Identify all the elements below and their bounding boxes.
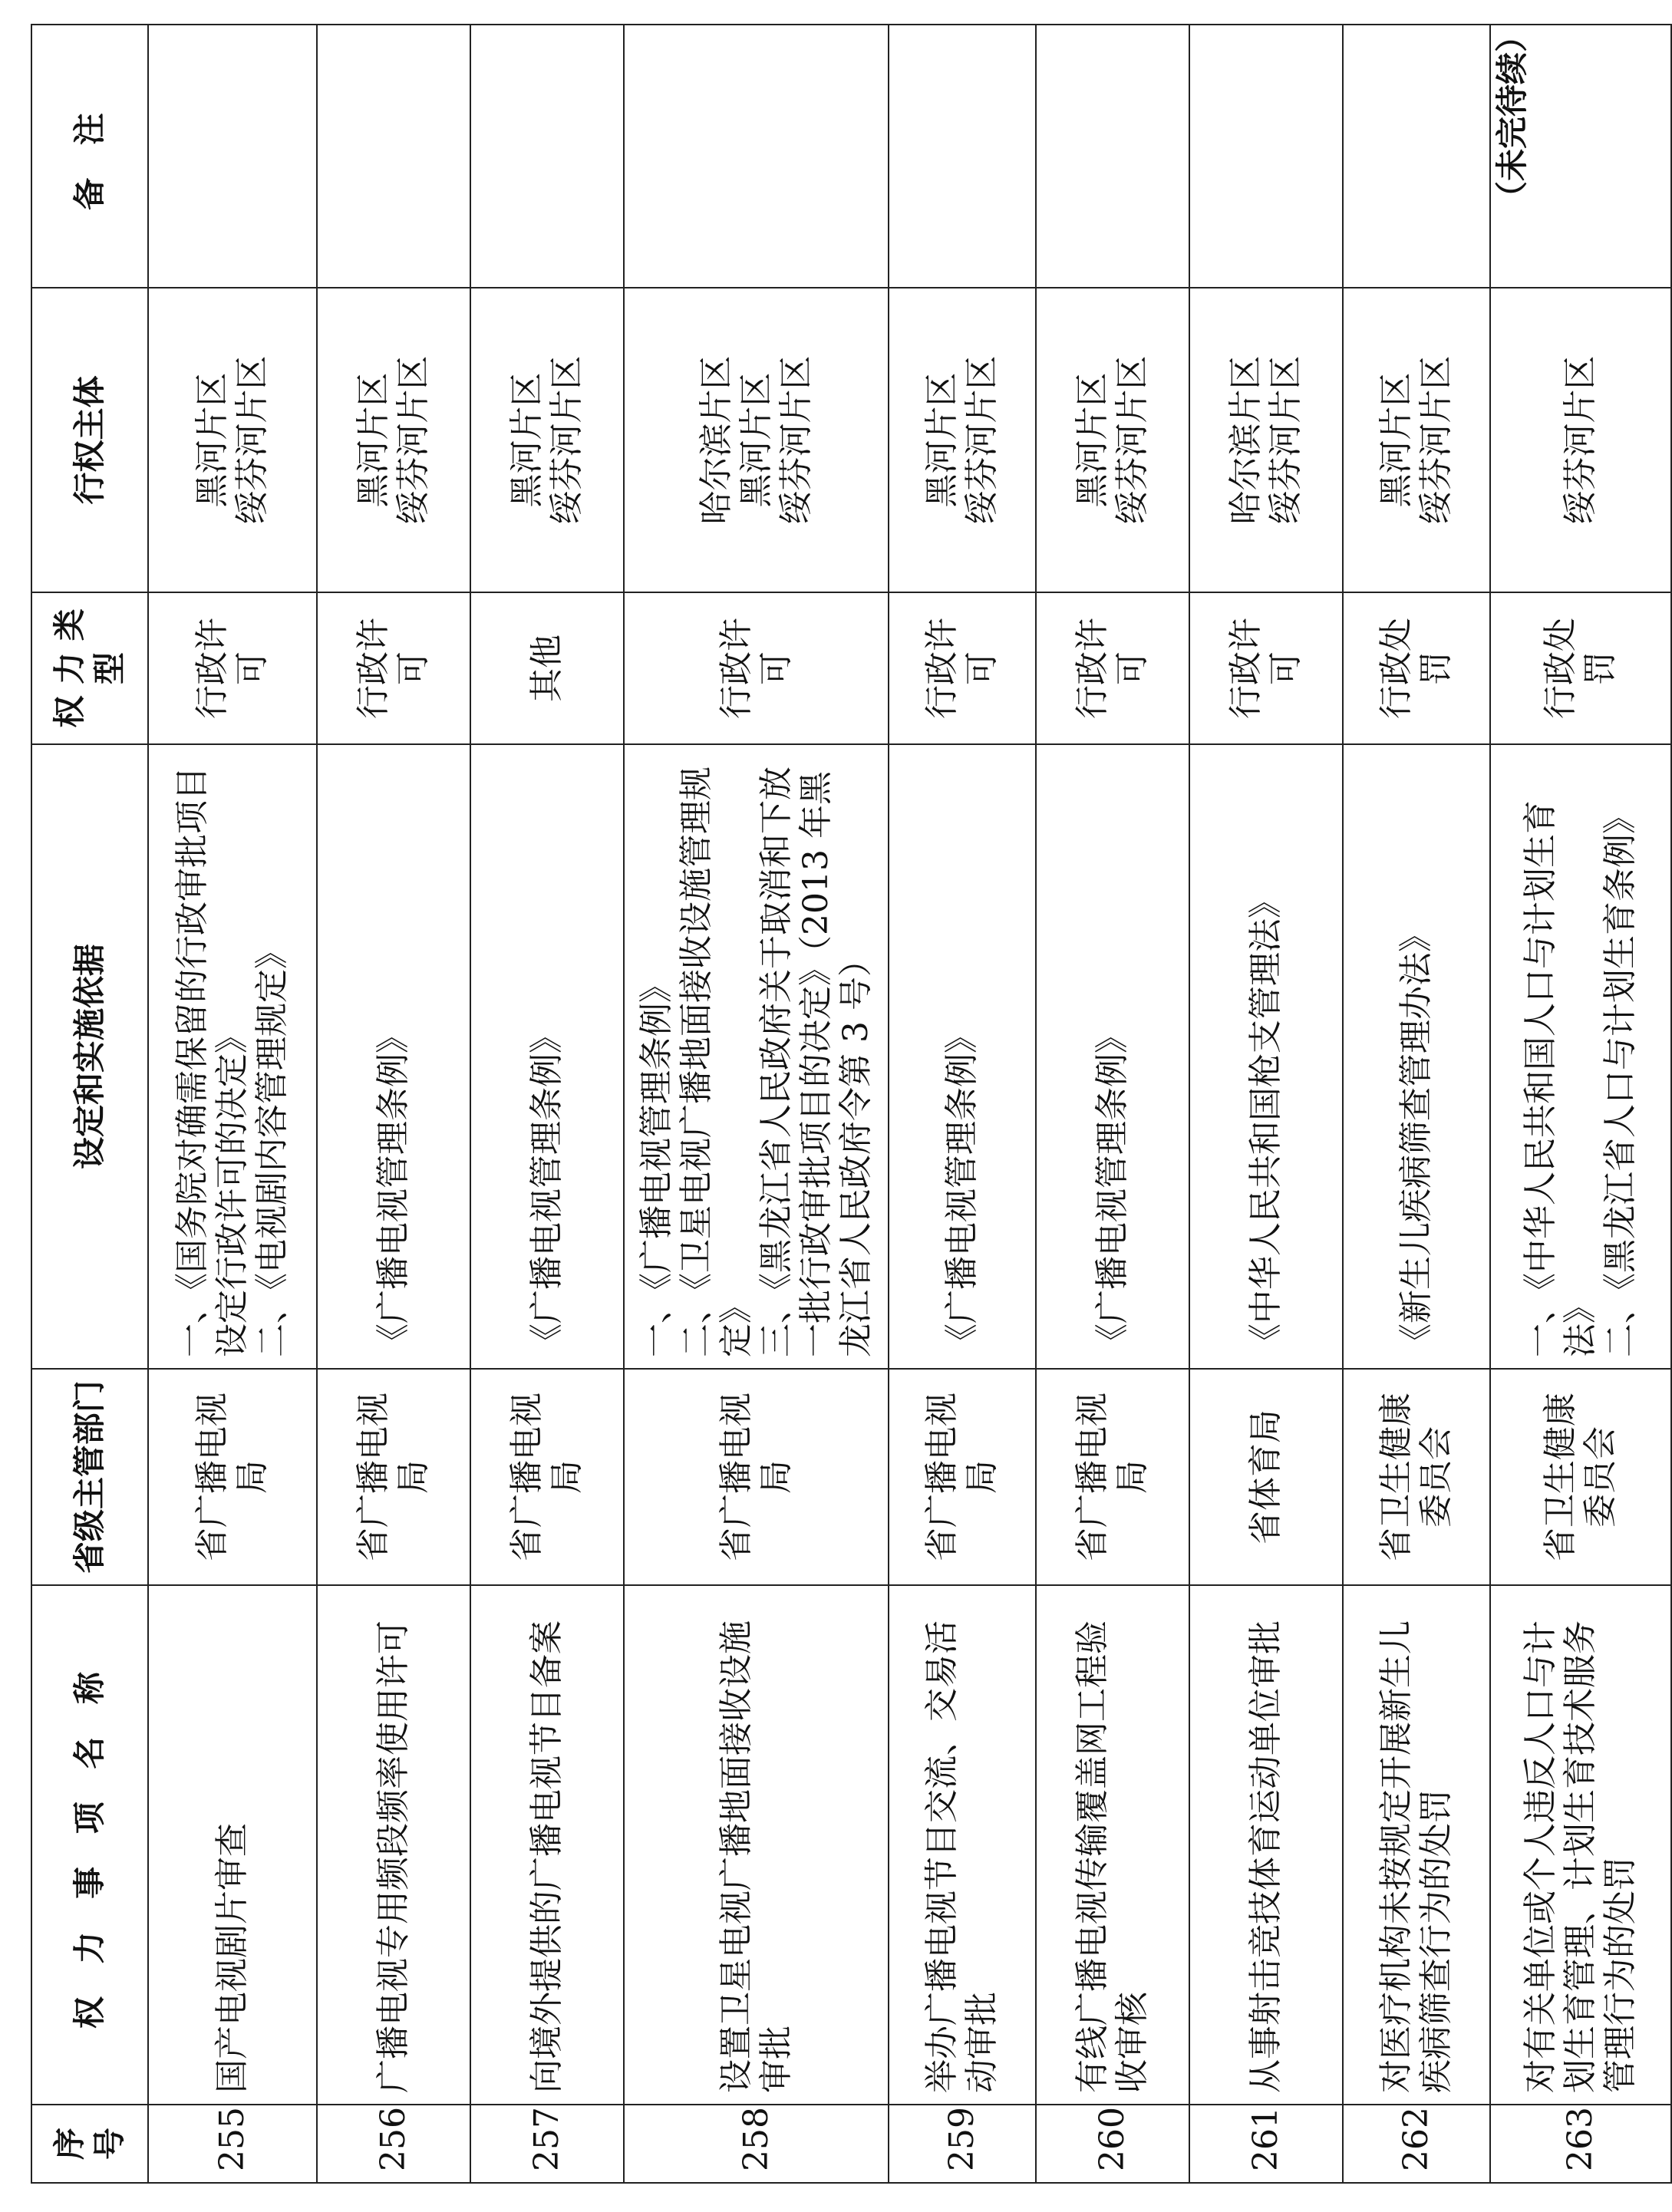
header-subject: 行权主体 bbox=[31, 288, 148, 592]
cell-subject bbox=[317, 288, 470, 592]
cell-name bbox=[1036, 1585, 1189, 2105]
cell-subject-line: 绥芬河片区 bbox=[1266, 355, 1305, 525]
cell-subject bbox=[1343, 288, 1490, 592]
cell-basis-line: 二、《卫星电视广播地面接收设施管理规定》 bbox=[676, 766, 756, 1357]
cell-seq: 262 bbox=[1343, 2105, 1490, 2183]
cell-name-line: 向境外提供的广播电视节目备案 bbox=[527, 1620, 566, 2093]
cell-seq: 263 bbox=[1490, 2105, 1671, 2183]
table-row bbox=[624, 25, 889, 2183]
cell-subject-line: 哈尔滨片区 bbox=[696, 355, 736, 525]
cell-note bbox=[470, 25, 624, 288]
cell-name bbox=[624, 1585, 889, 2105]
cell-seq: 257 bbox=[470, 2105, 624, 2183]
cell-subject-line: 黑河片区 bbox=[1073, 372, 1112, 508]
cell-subject bbox=[1490, 288, 1671, 592]
cell-basis-line: 一、《中华人民共和国人口与计划生育法》 bbox=[1521, 800, 1600, 1357]
cell-basis-line: 《广播电视管理条例》 bbox=[1093, 1020, 1132, 1357]
cell-subject-line: 绥芬河片区 bbox=[547, 355, 586, 525]
table-row bbox=[470, 25, 624, 2183]
table-body bbox=[148, 25, 1671, 2183]
cell-basis-line: 《广播电视管理条例》 bbox=[374, 1020, 413, 1357]
cell-name-line: 从事射击竞技体育运动单位审批 bbox=[1246, 1620, 1285, 2093]
cell-basis-line: 一、《广播电视管理条例》 bbox=[636, 969, 676, 1357]
cell-subject-line: 绥芬河片区 bbox=[776, 355, 816, 525]
cell-name bbox=[470, 1585, 624, 2105]
cell-type: 行政许可 bbox=[148, 592, 317, 744]
cell-seq: 260 bbox=[1036, 2105, 1189, 2183]
cell-basis-line: 三、《黑龙江省人民政府关于取消和下放一批行政审批项目的决定》（2013 年黑龙江省人民政府令第 3 号） bbox=[756, 766, 876, 1357]
cell-note bbox=[317, 25, 470, 288]
cell-basis-line: 《中华人民共和国枪支管理法》 bbox=[1246, 885, 1285, 1357]
cell-seq: 255 bbox=[148, 2105, 317, 2183]
cell-subject bbox=[148, 288, 317, 592]
header-name: 权 力 事 项 名 称 bbox=[31, 1585, 148, 2105]
table-row bbox=[1036, 25, 1189, 2183]
cell-basis-line: 《广播电视管理条例》 bbox=[942, 1020, 981, 1357]
cell-type: 其他 bbox=[470, 592, 624, 744]
cell-subject-line: 黑河片区 bbox=[354, 372, 393, 508]
cell-subject bbox=[1189, 288, 1343, 592]
cell-dept: 省广播电视局 bbox=[148, 1369, 317, 1585]
header-basis: 设定和实施依据 bbox=[31, 744, 148, 1369]
cell-name bbox=[889, 1585, 1036, 2105]
header-type: 权 力 类 型 bbox=[31, 592, 148, 744]
cell-type: 行政许可 bbox=[1036, 592, 1189, 744]
cell-name bbox=[148, 1585, 317, 2105]
table-row bbox=[889, 25, 1036, 2183]
cell-note bbox=[1036, 25, 1189, 288]
cell-dept: 省体育局 bbox=[1189, 1369, 1343, 1585]
cell-type: 行政处罚 bbox=[1343, 592, 1490, 744]
cell-name bbox=[1343, 1585, 1490, 2105]
cell-name-line: 设置卫星电视广播地面接收设施审批 bbox=[716, 1620, 796, 2093]
cell-note bbox=[1189, 25, 1343, 288]
cell-subject-line: 黑河片区 bbox=[736, 372, 776, 508]
cell-basis bbox=[148, 744, 317, 1369]
cell-subject-line: 哈尔滨片区 bbox=[1226, 355, 1265, 525]
cell-basis bbox=[470, 744, 624, 1369]
cell-seq: 261 bbox=[1189, 2105, 1343, 2183]
cell-dept: 省卫生健康委员会 bbox=[1490, 1369, 1671, 1585]
cell-subject-line: 黑河片区 bbox=[507, 372, 546, 508]
cell-subject-line: 黑河片区 bbox=[922, 372, 961, 508]
cell-basis-line: 《广播电视管理条例》 bbox=[527, 1020, 566, 1357]
table-row bbox=[1490, 25, 1671, 2183]
header-seq: 序号 bbox=[31, 2105, 148, 2183]
cell-basis bbox=[1036, 744, 1189, 1369]
cell-name-line: 对医疗机构未按规定开展新生儿疾病筛查行为的处罚 bbox=[1377, 1620, 1456, 2093]
cell-name-line: 广播电视专用频段频率使用许可 bbox=[374, 1620, 413, 2093]
cell-basis bbox=[624, 744, 889, 1369]
cell-basis bbox=[1343, 744, 1490, 1369]
cell-subject-line: 绥芬河片区 bbox=[232, 355, 272, 525]
cell-type: 行政许可 bbox=[1189, 592, 1343, 744]
cell-name-line: 举办广播电视节目交流、交易活动审批 bbox=[922, 1620, 1001, 2093]
cell-seq: 258 bbox=[624, 2105, 889, 2183]
cell-note bbox=[148, 25, 317, 288]
cell-basis bbox=[1189, 744, 1343, 1369]
cell-subject-line: 绥芬河片区 bbox=[394, 355, 433, 525]
cell-subject-line: 绥芬河片区 bbox=[1113, 355, 1152, 525]
cell-subject-line: 黑河片区 bbox=[1377, 372, 1416, 508]
cell-note bbox=[889, 25, 1036, 288]
header-dept: 省级主管部门 bbox=[31, 1369, 148, 1585]
cell-basis bbox=[1490, 744, 1671, 1369]
cell-dept: 省广播电视局 bbox=[889, 1369, 1036, 1585]
table-row bbox=[1189, 25, 1343, 2183]
cell-name-line: 国产电视剧片审查 bbox=[213, 1823, 252, 2093]
cell-subject bbox=[1036, 288, 1189, 592]
table-row bbox=[317, 25, 470, 2183]
cell-seq: 259 bbox=[889, 2105, 1036, 2183]
cell-basis bbox=[317, 744, 470, 1369]
cell-basis-line: 二、《电视剧内容管理规定》 bbox=[252, 935, 292, 1357]
cell-subject-line: 绥芬河片区 bbox=[1561, 355, 1600, 525]
cell-dept: 省广播电视局 bbox=[317, 1369, 470, 1585]
table-row bbox=[1343, 25, 1490, 2183]
cell-basis-line: 二、《黑龙江省人口与计划生育条例》 bbox=[1601, 800, 1640, 1357]
cell-dept: 省广播电视局 bbox=[470, 1369, 624, 1585]
cell-seq: 256 bbox=[317, 2105, 470, 2183]
cell-name bbox=[317, 1585, 470, 2105]
header-row bbox=[31, 25, 148, 2183]
table-row bbox=[148, 25, 317, 2183]
cell-subject bbox=[624, 288, 889, 592]
cell-dept: 省卫生健康委员会 bbox=[1343, 1369, 1490, 1585]
header-note: 备 注 bbox=[31, 25, 148, 288]
cell-note bbox=[624, 25, 889, 288]
cell-type: 行政许可 bbox=[889, 592, 1036, 744]
footnote-continued: （未完待续） bbox=[1493, 19, 1531, 213]
cell-type: 行政许可 bbox=[317, 592, 470, 744]
cell-name bbox=[1189, 1585, 1343, 2105]
cell-subject-line: 黑河片区 bbox=[193, 372, 232, 508]
cell-note bbox=[1343, 25, 1490, 288]
cell-dept: 省广播电视局 bbox=[1036, 1369, 1189, 1585]
cell-subject bbox=[470, 288, 624, 592]
power-list-table bbox=[31, 24, 1672, 2184]
cell-subject-line: 绥芬河片区 bbox=[1416, 355, 1456, 525]
cell-name-line: 有线广播电视传输覆盖网工程验收审核 bbox=[1073, 1620, 1152, 2093]
cell-type: 行政许可 bbox=[624, 592, 889, 744]
cell-subject-line: 绥芬河片区 bbox=[962, 355, 1001, 525]
cell-basis-line: 一、《国务院对确需保留的行政审批项目设定行政许可的决定》 bbox=[173, 766, 252, 1357]
cell-dept: 省广播电视局 bbox=[624, 1369, 889, 1585]
cell-type: 行政处罚 bbox=[1490, 592, 1671, 744]
cell-name bbox=[1490, 1585, 1671, 2105]
cell-basis bbox=[889, 744, 1036, 1369]
cell-basis-line: 《新生儿疾病筛查管理办法》 bbox=[1397, 918, 1436, 1357]
cell-name-line: 对有关单位或个人违反人口与计划生育管理、计划生育技术服务管理行为的处罚 bbox=[1521, 1620, 1640, 2093]
cell-subject bbox=[889, 288, 1036, 592]
